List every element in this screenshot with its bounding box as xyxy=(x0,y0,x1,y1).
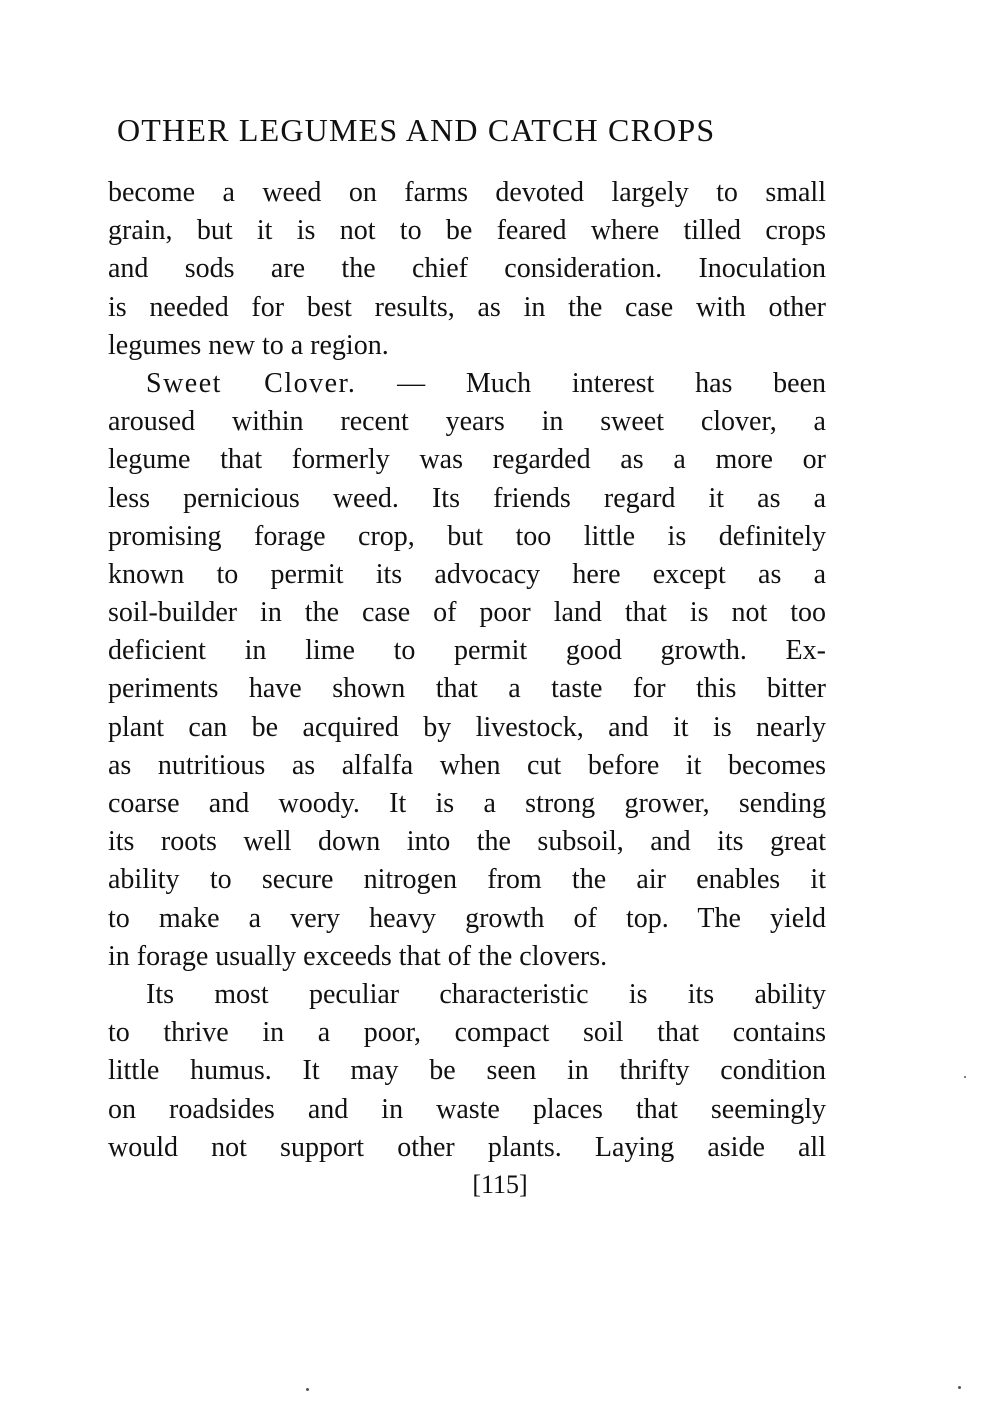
text-line: Its most peculiar characteristic is its ability xyxy=(146,978,826,1010)
text-line: deficient in lime to permit good growth. Ex- xyxy=(108,635,826,667)
text-line: its roots well down into the subsoil, and its great xyxy=(108,826,826,858)
text-line: plant can be acquired by livestock, and it is nearly xyxy=(108,711,826,743)
text-line: to make a very heavy growth of top. The yield xyxy=(108,902,826,934)
running-head: OTHER LEGUMES AND CATCH CROPS xyxy=(117,112,716,148)
text-line: grain, but it is not to be feared where tilled crops xyxy=(108,215,826,247)
text-line: in forage usually exceeds that of the clovers. xyxy=(108,940,608,972)
text-line: promising forage crop, but too little is definitely xyxy=(108,520,826,552)
paragraph-opening-line xyxy=(108,365,826,403)
scan-speck xyxy=(958,1386,961,1389)
page-number: [115] xyxy=(472,1170,528,1199)
text-line: soil-builder in the case of poor land that is not too xyxy=(108,597,826,629)
text-line: known to permit its advocacy here except as a xyxy=(108,558,826,590)
text-line: would not support other plants. Laying aside all xyxy=(108,1131,826,1163)
scan-speck xyxy=(964,1076,966,1078)
scan-speck xyxy=(306,1388,309,1391)
section-heading: Sweet Clover. xyxy=(146,367,357,399)
text-line: legumes new to a region. xyxy=(108,329,389,361)
text-line: to thrive in a poor, compact soil that contains xyxy=(108,1017,826,1049)
text-fragment: — Much interest has been xyxy=(356,367,826,399)
text-line: legume that formerly was regarded as a more or xyxy=(108,444,826,476)
text-line: as nutritious as alfalfa when cut before it becomes xyxy=(108,749,826,781)
text-line: periments have shown that a taste for this bitter xyxy=(108,673,826,705)
text-line: become a weed on farms devoted largely to small xyxy=(108,177,826,208)
text-line: ability to secure nitrogen from the air enables it xyxy=(108,864,826,896)
text-line: is needed for best results, as in the case with other xyxy=(108,291,826,323)
text-line: coarse and woody. It is a strong grower, sending xyxy=(108,788,826,819)
text-line: and sods are the chief consideration. Inoculation xyxy=(108,253,826,285)
body-text xyxy=(108,174,826,1167)
text-line: on roadsides and in waste places that seemingly xyxy=(108,1093,826,1125)
text-line: little humus. It may be seen in thrifty condition xyxy=(108,1055,826,1087)
text-line: aroused within recent years in sweet clover, a xyxy=(108,406,826,438)
text-line: less pernicious weed. Its friends regard it as a xyxy=(108,482,826,514)
